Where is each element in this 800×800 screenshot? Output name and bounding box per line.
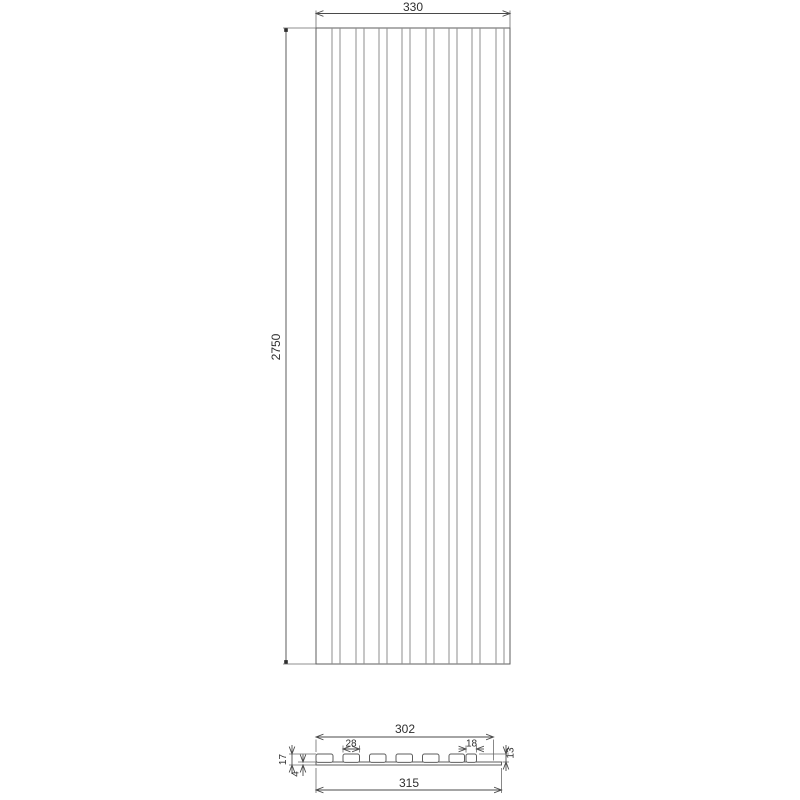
dim-slat-height	[479, 745, 517, 771]
dim-slat-height-label: 13	[505, 747, 517, 759]
dim-backing-thickness-label: 4	[290, 771, 302, 777]
dim-tick-top	[284, 28, 288, 32]
dim-front-width	[316, 0, 510, 28]
panel-outline	[316, 28, 510, 664]
section-view	[278, 722, 517, 793]
dim-backing-thickness	[291, 755, 317, 777]
slat-profile	[316, 754, 333, 762]
front-view	[269, 0, 510, 664]
dim-tick-bottom	[284, 660, 288, 664]
dim-slat-width	[343, 739, 360, 753]
slat-lines	[332, 28, 504, 664]
slat-profile	[396, 754, 413, 762]
dim-front-width-label: 330	[402, 0, 424, 14]
dim-slat-span-label: 302	[394, 722, 416, 736]
end-slat-profile	[466, 754, 477, 762]
slat-profile	[370, 754, 387, 762]
dim-backing-width-label: 315	[398, 776, 420, 790]
dim-total-thickness	[278, 745, 316, 774]
dim-backing-width	[316, 768, 502, 793]
dim-end-slat-width-label: 18	[465, 738, 478, 750]
dim-total-thickness-label: 17	[278, 753, 289, 766]
dim-slat-width-label: 28	[345, 738, 357, 750]
slat-profiles	[316, 754, 477, 762]
dim-front-height	[269, 28, 316, 664]
slat-profile	[343, 754, 360, 762]
slat-profile	[423, 754, 440, 762]
slat-profile	[449, 754, 465, 762]
dim-front-height-label: 2750	[269, 333, 283, 361]
dim-end-slat-width	[459, 739, 485, 753]
